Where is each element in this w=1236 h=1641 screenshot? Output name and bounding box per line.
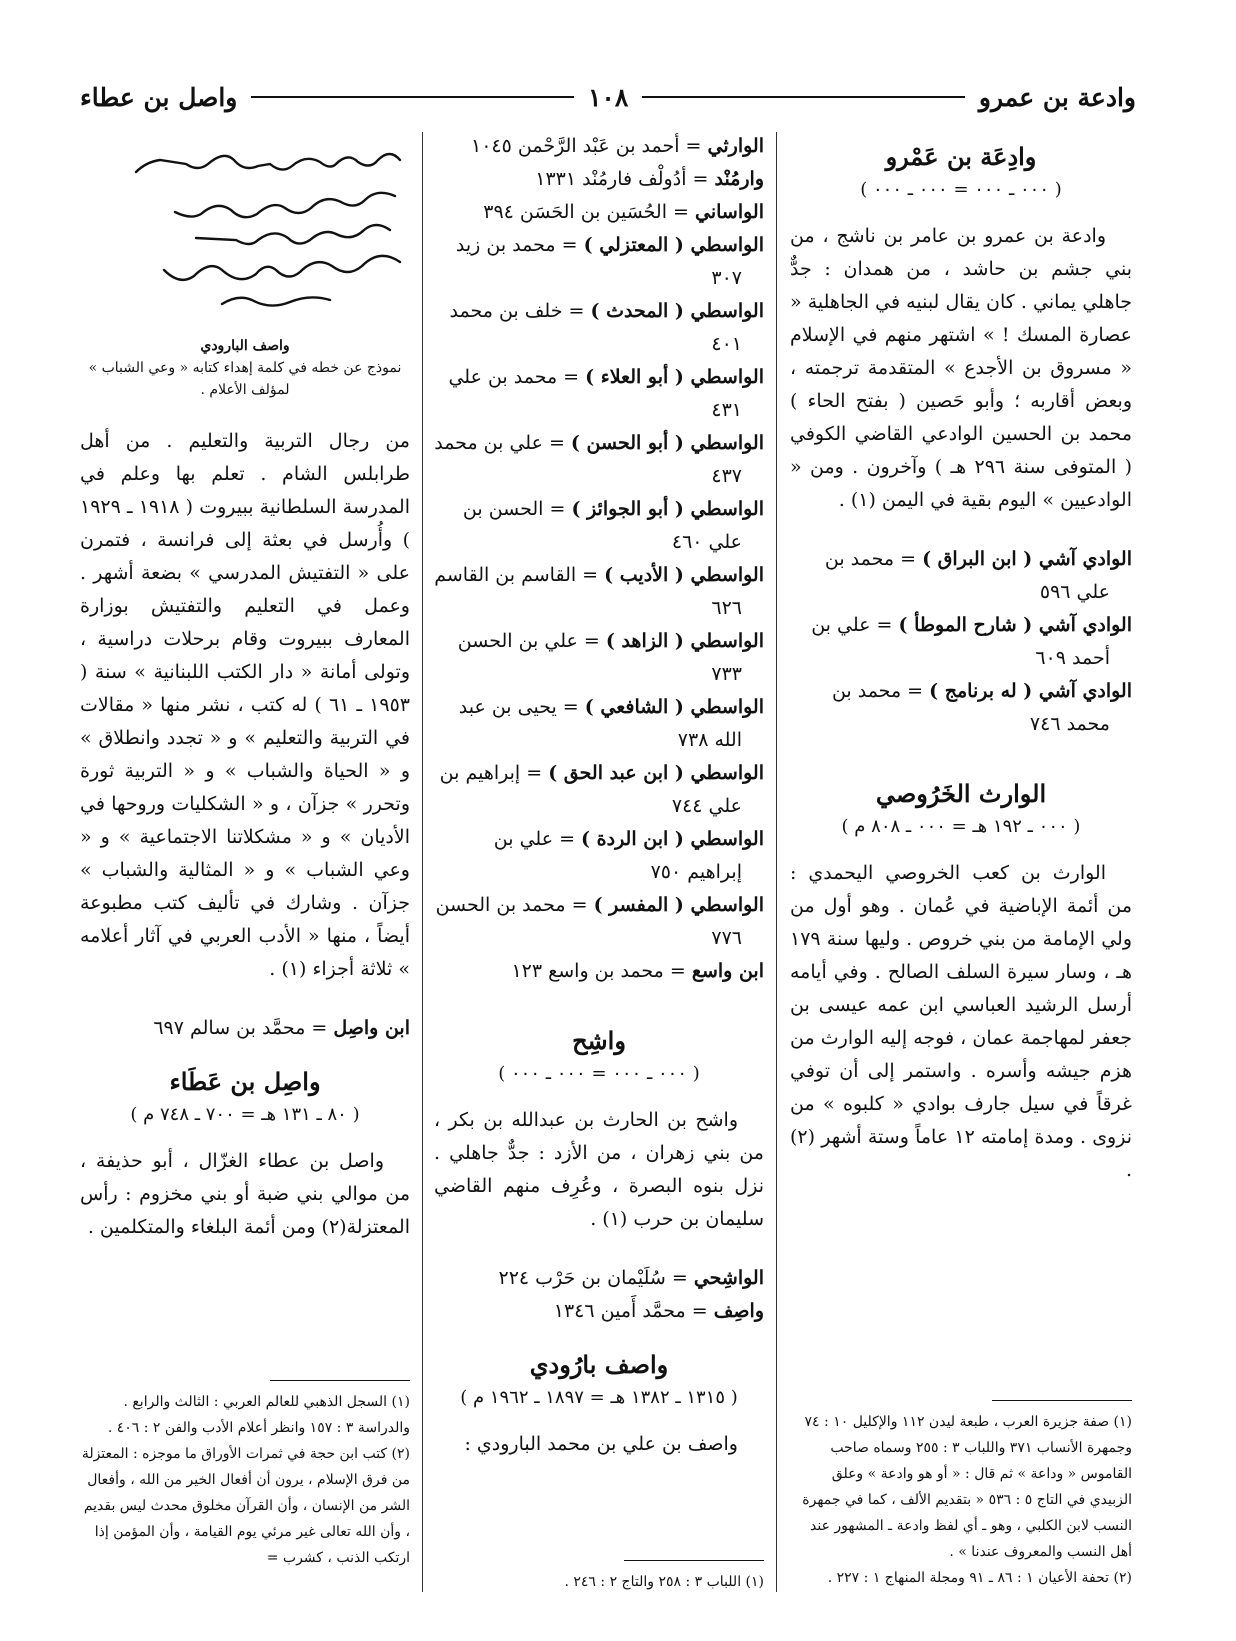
header-rule-left [251,96,574,98]
header-rule-right [642,96,965,98]
cross-reference: واصِف = محمَّد أَمين ١٣٤٦ [553,1300,764,1322]
footnote: (١) صفة جزيرة العرب ، طبعة ليدن ١١٢ والإكليل ١٠ : ٧٤ وجمهرة الأنساب ٣٧١ واللباب ٣ : ٢٥٥ وسماه صاحب القاموس « وداعة » ثم قال : « أو هو وادعة » وعلق الزبيدي في التاج ٥ : ٥٣٦ « بتقديم الألف ، كما في جمهرة النسب لابن الكلبي ، وهو ـ أي لفظ وادعة ـ المشهور عند أهل النسب والمعروف عندنا » . [802,1414,1132,1560]
cross-reference-list [790,543,1132,741]
cross-reference: الواسطي ( أبو الحسن ) = علي بن محمد ٤٣٧ [434,432,764,487]
footnote: (٢) تحفة الأعيان ١ : ٨٦ ـ ٩١ ومجلة المنهاج ١ : ٢٢٧ . [827,1570,1132,1586]
column-divider-right [776,132,777,1592]
footnotes-right [790,1400,1132,1591]
entry-title: واصف بارُودي [529,1350,669,1379]
entry-body: واصف بن علي بن محمد البارودي : [464,1433,738,1455]
header-left-title: واصل بن عطاء [80,82,238,112]
cross-reference: الوادي آشي ( ابن البراق ) = محمد بن علي ٥٩٦ [824,548,1132,603]
left-column [80,130,410,1244]
entry-body: وادعة بن عمرو بن عامر بن ناشج ، من بني جشم بن حاشد ، من همدان : جدٌّ جاهلي يماني . كان يقال لبنيه في الجاهلية « عصارة المسك ! » اشتهر منهم في الإسلام « مسروق بن الأجدع » المتقدمة ترجمته ، وبعض أقاربه ؛ وأبو حَصين ( بفتح الحاء ) محمد بن الحسين الوادعي القاضي الكوفي ( المتوفى سنة ٢٩٦ هـ ) وآخرون . ومن « الوادعيين » اليوم بقية في اليمن (١) . [790,225,1132,511]
header-right-title: وادعة بن عمرو [978,82,1136,112]
cross-reference: ابن واسع = محمد بن واسع ١٢٣ [511,960,764,982]
cross-reference-list [434,130,764,988]
entry-title: واشِح [572,1026,626,1055]
cross-reference: الواسطي ( الأديب ) = القاسم بن القاسم ٦٢٦ [434,564,764,619]
page-number: ١٠٨ [587,82,629,112]
entry-body: واصل بن عطاء الغزّال ، أبو حذيفة ، من موالي بني ضبة أو بني مخزوم : رأس المعتزلة(٢) ومن أئمة البلغاء والمتكلمين . [80,1150,410,1238]
cross-reference: الواسطي ( أبو الجوائز ) = الحسن بن علي ٤٦٠ [462,498,764,553]
cross-reference: الواسطي ( الشافعي ) = يحيى بن عبد الله ٧٣٨ [458,696,764,751]
footnote: (٢) كتب ابن حجة في ثمرات الأوراق ما موجزه : المعتزلة من فرق الإسلام ، يرون أن أفعال الخير من الله ، وأفعال الشر من الإنسان ، وأن القرآن مخلوق محدث ليس بقديم ، وأن الله تعالى غير مرئي يوم القيامة ، وأن المؤمن إذا ارتكب الذنب ، كشرب = [81,1446,410,1566]
cross-reference: الواسطي ( المعتزلي ) = محمد بن زيد ٣٠٧ [455,234,764,289]
cross-reference: الواسطي ( ابن الردة ) = علي بن إبراهيم ٧٥٠ [493,828,764,883]
handwriting-sample-image [90,130,410,320]
entry-dates: ( ٠٠٠ ـ ٠٠٠ = ٠٠٠ ـ ٠٠٠ ) [498,1063,700,1084]
cross-reference: الواسطي ( الزاهد ) = علي بن الحسن ٧٣٣ [457,630,764,685]
column-divider-left [422,132,423,1592]
cross-reference: الواسطي ( المحدث ) = خلف بن محمد ٤٠١ [449,300,764,355]
cross-reference: الوادي آشي ( له برنامج ) = محمد بن محمد ٧٤٦ [831,680,1132,735]
cross-reference: الواسطي ( أبو العلاء ) = محمد بن علي ٤٣١ [448,366,764,421]
entry-title: وادِعَة بن عَمْرو [885,142,1037,171]
cross-reference: الواشِحي = سُلَيْمان بن حَرْب ٢٢٤ [498,1267,764,1289]
entry-body: من رجال التربية والتعليم . من أهل طرابلس الشام . تعلم بها وعلم في المدرسة السلطانية ببيروت ( ١٩١٨ ـ ١٩٢٩ ) وأُرسل في بعثة إلى فرانسة ، فتمرن على « التفتيش المدرسي » بضعة أشهر . وعمل في التعليم والتفتيش بوزارة المعارف ببيروت وقام برحلات دراسية ، وتولى أمانة « دار الكتب اللبنانية » سنة ( ١٩٥٣ ـ ٦١ ) له كتب ، نشر منها « مقالات في التربية والتعليم » و « تجدد وانطلاق » و « الحياة والشباب » و « التربية ثورة وتحرر » جزآن ، و « الشكليات وروحها في الأديان » و « مشكلاتنا الاجتماعية » و « وعي الشباب » و « المثالية والشباب » جزآن . وشارك في تأليف كتب مطبوعة أيضاً ، منها « الأدب العربي في آثار أعلامه » ثلاثة أجزاء (١) . [80,430,410,980]
cross-reference: وارمُنْد = أدُولْف فارمُنْد ١٣٣١ [535,168,764,190]
cross-reference: الواساني = الحُسَين بن الحَسَن ٣٩٤ [483,201,764,223]
caption-text: نموذج عن خطه في كلمة إهداء كتابه « وعي الشباب » لمؤلف الأعلام . [88,360,402,398]
entry-dates: ( ٠٠٠ ـ ٠٠٠ = ٠٠٠ ـ ٠٠٠ ) [860,179,1062,200]
middle-column [434,130,764,1461]
image-caption [80,335,410,401]
running-header [80,80,1136,114]
cross-reference: الوادي آشي ( شارح الموطأ ) = علي بن أحمد ٦٠٩ [811,614,1132,669]
footnote: (١) السجل الذهبي للعالم العربي : الثالث والرابع . والدراسة ٣ : ١٥٧ وانظر أعلام الأدب والفن ٢ : ٤٠٦ . [107,1394,410,1436]
entry-title: واصِل بن عَطَاء [169,1067,321,1096]
cross-reference: الواسطي ( المفسر ) = محمد بن الحسن ٧٧٦ [435,894,764,949]
right-column [790,130,1132,1187]
entry-body: الوارث بن كعب الخروصي اليحمدي : من أئمة الإباضية في عُمان . وهو أول من ولي الإمامة من بني خروص . وليها سنة ١٧٩ هـ ، وسار سيرة السلف الصالح . وفي أيامه أرسل الرشيد العباسي ابن عمه عيسى بن جعفر لمهاجمة عمان ، فوجه إليه الوارث من هزم جيشه وأسره . واستمر إلى أن توفي غرقاً في سيل جارف بوادي « كلبوه » من نزوى . ومدة إمامته ١٢ عاماً وستة أشهر (٢) . [790,862,1133,1181]
cross-reference: الوارثي = أحمد بن عَبْد الرَّحْمن ١٠٤٥ [471,135,764,157]
entry-dates: ( ٠٠٠ ـ ١٩٢ هـ = ٠٠٠ ـ ٨٠٨ م ) [841,816,1081,837]
footnote: (١) اللباب ٣ : ٢٥٨ والتاج ٢ : ٢٤٦ . [564,1574,764,1590]
caption-name: واصف البارودي [200,338,290,354]
footnotes-left [80,1380,410,1571]
entry-title: الوارث الخَرُوصي [875,779,1047,808]
entry-dates: ( ١٣١٥ ـ ١٣٨٢ هـ = ١٨٩٧ ـ ١٩٦٢ م ) [460,1387,738,1408]
footnotes-middle [434,1560,764,1595]
entry-body: واشح بن الحارث بن عبدالله بن بكر ، من بني زهران ، من الأزد : جدٌّ جاهلي . نزل بنوه البصرة ، وعُرِف منهم القاضي سليمان بن حرب (١) . [434,1109,764,1230]
entry-dates: ( ٨٠ ـ ١٣١ هـ = ٧٠٠ ـ ٧٤٨ م ) [130,1104,360,1125]
cross-reference: ابن واصِل = محمَّد بن سالم ٦٩٧ [153,1017,410,1039]
cross-reference: الواسطي ( ابن عبد الحق ) = إبراهيم بن علي ٧٤٤ [439,762,764,817]
